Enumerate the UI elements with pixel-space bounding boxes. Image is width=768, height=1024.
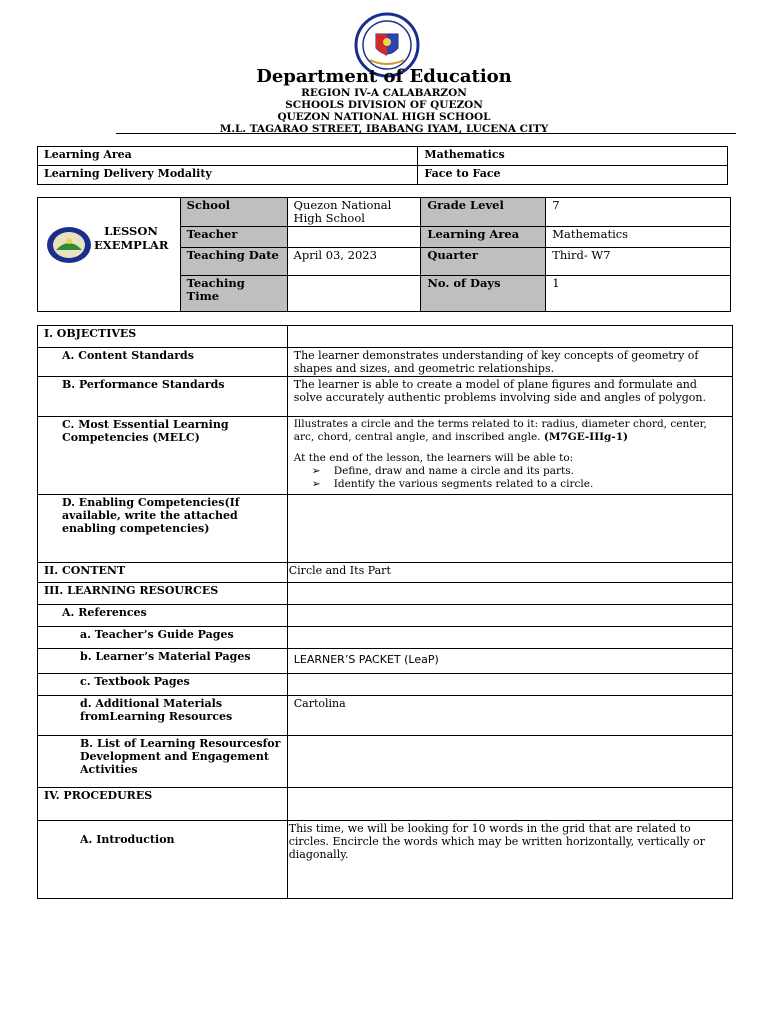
quarter-label: Quarter xyxy=(421,248,546,276)
table-row xyxy=(38,821,733,899)
address-line: M.L. TAGARAO STREET, IBABANG IYAM, LUCENA CITY xyxy=(219,123,549,135)
arrow-bullet-icon: ➢ xyxy=(311,478,321,490)
performance-standards-label: B. Performance Standards xyxy=(38,377,288,417)
content-heading: II. CONTENT xyxy=(38,563,288,583)
learners-material-label: b. Learner’s Material Pages xyxy=(38,649,288,674)
learning-resources-value xyxy=(287,583,732,605)
teacher-label: Teacher xyxy=(180,227,287,248)
days-label: No. of Days xyxy=(421,276,546,312)
additional-materials-value: Cartolina xyxy=(287,696,732,736)
arrow-bullet-icon: ➢ xyxy=(311,465,321,477)
enabling-competencies-value xyxy=(287,495,732,563)
list-of-resources-label: B. List of Learning Resourcesfor Development and Engagement Activities xyxy=(38,736,288,788)
additional-materials-label: d. Additional Materials fromLearning Resources xyxy=(38,696,288,736)
table-row xyxy=(38,495,733,563)
textbook-pages-value xyxy=(287,674,732,696)
teachers-guide-label: a. Teacher’s Guide Pages xyxy=(38,627,288,649)
table-row xyxy=(38,147,728,166)
modality-label: Learning Delivery Modality xyxy=(38,166,418,185)
table-row xyxy=(38,377,733,417)
introduction-value: This time, we will be looking for 10 words in the grid that are related to circles. Encircle the words which may be written horizontally, vertically or diagonally. xyxy=(287,821,732,899)
references-value xyxy=(287,605,732,627)
content-standards-value: The learner demonstrates understanding of key concepts of geometry of shapes and sizes, and geometric relationships. xyxy=(287,348,732,377)
summary-table xyxy=(37,146,728,185)
table-row xyxy=(38,649,733,674)
modality-value: Face to Face xyxy=(418,166,728,185)
melc-code: (M7GE-IIIg-1) xyxy=(543,431,628,443)
list-of-resources-value xyxy=(287,736,732,788)
learning-resources-heading: III. LEARNING RESOURCES xyxy=(38,583,288,605)
table-row xyxy=(38,583,733,605)
learners-material-value: LEARNER’S PACKET (LeaP) xyxy=(287,649,732,674)
grade-value: 7 xyxy=(546,198,731,227)
table-row xyxy=(38,788,733,821)
references-label: A. References xyxy=(38,605,288,627)
teacher-value xyxy=(287,227,421,248)
days-value: 1 xyxy=(546,276,731,312)
school-value: Quezon National High School xyxy=(287,198,421,227)
teaching-time-value xyxy=(287,276,421,312)
badge-line-1: LESSON xyxy=(104,223,158,238)
melc-bullet-1: Define, draw and name a circle and its parts. xyxy=(333,465,574,477)
table-row xyxy=(38,605,733,627)
division-line: SCHOOLS DIVISION OF QUEZON xyxy=(285,99,483,111)
teachers-guide-value xyxy=(287,627,732,649)
learning-area-value: Mathematics xyxy=(418,147,728,166)
table-row xyxy=(38,563,733,583)
area-value: Mathematics xyxy=(546,227,731,248)
table-row xyxy=(38,166,728,185)
teaching-date-label: Teaching Date xyxy=(180,248,287,276)
table-row xyxy=(38,674,733,696)
melc-label: C. Most Essential Learning Competencies (MELC) xyxy=(38,417,288,495)
table-row xyxy=(38,736,733,788)
school-line: QUEZON NATIONAL HIGH SCHOOL xyxy=(277,111,491,123)
performance-standards-value: The learner is able to create a model of plane figures and formulate and solve accurately authentic problems involving side and angles of polygon. xyxy=(287,377,732,417)
melc-bullet-2: Identify the various segments related to a circle. xyxy=(333,478,594,490)
teaching-time-label: Teaching Time xyxy=(180,276,287,312)
list-item xyxy=(312,478,726,491)
melc-list xyxy=(294,465,726,491)
melc-intro: At the end of the lesson, the learners will be able to: xyxy=(293,452,574,464)
enabling-competencies-label: D. Enabling Competencies(If available, write the attached enabling competencies) xyxy=(38,495,288,563)
melc-text: Illustrates a circle and the terms related to it: radius, diameter chord, center, arc, chord, central angle, and inscribed angle. xyxy=(293,418,707,443)
table-row xyxy=(38,326,733,348)
table-row xyxy=(38,198,731,227)
header-divider xyxy=(116,133,736,134)
deped-emblem-icon xyxy=(46,226,92,264)
quarter-value: Third- W7 xyxy=(546,248,731,276)
badge-line-2: EXEMPLAR xyxy=(94,237,169,252)
procedures-value xyxy=(287,788,732,821)
content-value: Circle and Its Part xyxy=(287,563,732,583)
objectives-value xyxy=(287,326,732,348)
list-item xyxy=(312,465,726,478)
melc-cell xyxy=(287,417,732,495)
introduction-label: A. Introduction xyxy=(38,821,288,899)
learning-area-label: Learning Area xyxy=(38,147,418,166)
content-standards-label: A. Content Standards xyxy=(38,348,288,377)
textbook-pages-label: c. Textbook Pages xyxy=(38,674,288,696)
procedures-heading: IV. PROCEDURES xyxy=(38,788,288,821)
area-label: Learning Area xyxy=(421,227,546,248)
region-line: REGION IV-A CALABARZON xyxy=(301,87,467,99)
table-row xyxy=(38,696,733,736)
school-label: School xyxy=(180,198,287,227)
objectives-heading: I. OBJECTIVES xyxy=(38,326,288,348)
exemplar-table xyxy=(37,197,731,312)
lesson-exemplar-badge xyxy=(38,198,181,312)
department-title: Department of Education xyxy=(256,66,512,87)
table-row xyxy=(38,348,733,377)
teaching-date-value: April 03, 2023 xyxy=(287,248,421,276)
table-row xyxy=(38,417,733,495)
table-row xyxy=(38,627,733,649)
grade-label: Grade Level xyxy=(421,198,546,227)
lesson-plan-table xyxy=(37,325,733,899)
